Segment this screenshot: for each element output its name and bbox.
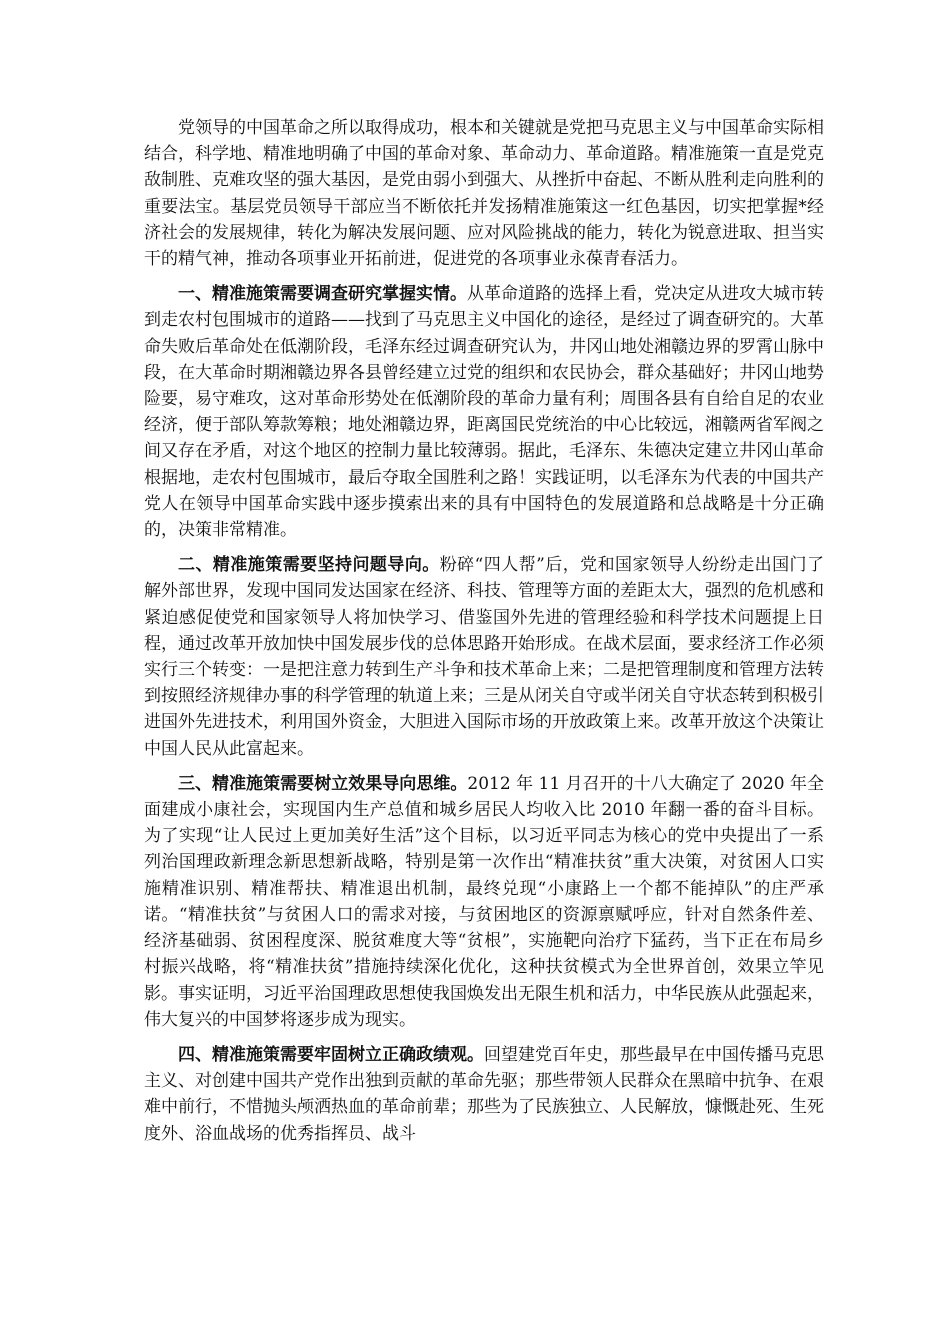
section-1-heading: 一、精准施策需要调查研究掌握实情。 xyxy=(178,284,467,305)
section-2-paragraph xyxy=(144,552,824,762)
section-3-paragraph xyxy=(144,771,824,1033)
section-4-body: 回望建党百年史，那些最早在中国传播马克思主义、对创建中国共产党作出独到贡献的革命先驱；那些带领人民群众在黑暗中抗争、在艰难中前行，不惜抛头颅洒热血的革命前辈；那些为了民族独立、人民解放，慷慨赴死、生死度外、浴血战场的优秀指挥员、战斗 xyxy=(144,1044,824,1144)
section-4-paragraph xyxy=(144,1042,824,1147)
section-3-body: 2012 年 11 月召开的十八大确定了 2020 年全面建成小康社会，实现国内生产总值和城乡居民人均收入比 2010 年翻一番的奋斗目标。为了实现“让人民过上更加美好生活”这个目标，以习近平同志为核心的党中央提出了一系列治国理政新理念新思想新战略，特别是第一次作出“精准扶贫”重大决策，对贫困人口实施精准识别、精准帮扶、精准退出机制，最终兑现“小康路上一个都不能掉队”的庄严承诺。“精准扶贫”与贫困人口的需求对接，与贫困地区的资源禀赋呼应，针对自然条件差、经济基础弱、贫困程度深、脱贫难度大等“贫根”，实施靶向治疗下猛药，当下正在布局乡村振兴战略，将“精准扶贫”措施持续深化优化，这种扶贫模式为全世界首创，效果立竿见影。事实证明，习近平治国理政思想使我国焕发出无限生机和活力，中华民族从此强起来，伟大复兴的中国梦将逐步成为现实。 xyxy=(144,773,824,1030)
section-2-heading: 二、精准施策需要坚持问题导向。 xyxy=(178,555,440,576)
section-2-body: 粉碎“四人帮”后，党和国家领导人纷纷走出国门了解外部世界，发现中国同发达国家在经济、科技、管理等方面的差距太大，强烈的危机感和紧迫感促使党和国家领导人将加快学习、借鉴国外先进的管理经验和科学技术问题提上日程，通过改革开放加快中国发展步伐的总体思路开始形成。在战术层面，要求经济工作必须实行三个转变：一是把注意力转到生产斗争和技术革命上来；二是把管理制度和管理方法转到按照经济规律办事的科学管理的轨道上来；三是从闭关自守或半闭关自守状态转到积极引进国外先进技术，利用国外资金，大胆进入国际市场的开放政策上来。改革开放这个决策让中国人民从此富起来。 xyxy=(144,555,824,759)
section-1-body: 从革命道路的选择上看，党决定从进攻大城市转到走农村包围城市的道路——找到了马克思主义中国化的途径，是经过了调查研究的。大革命失败后革命处在低潮阶段，毛泽东经过调查研究认为，井冈山地处湘赣边界的罗霄山脉中段，在大革命时期湘赣边界各县曾经建立过党的组织和农民协会，群众基础好；井冈山地势险要，易守难攻，这对革命形势处在低潮阶段的革命力量有利；周围各县有自给自足的农业经济，便于部队筹款筹粮；地处湘赣边界，距离国民党统治的中心比较远，湘赣两省军阀之间又存在矛盾，对这个地区的控制力量比较薄弱。据此，毛泽东、朱德决定建立井冈山革命根据地，走农村包围城市，最后夺取全国胜利之路！实践证明，以毛泽东为代表的中国共产党人在领导中国革命实践中逐步摸索出来的具有中国特色的发展道路和总战略是十分正确的，决策非常精准。 xyxy=(144,284,824,541)
intro-paragraph xyxy=(144,115,824,272)
section-1-paragraph xyxy=(144,281,824,543)
paragraph-body: 党领导的中国革命之所以取得成功，根本和关键就是党把马克思主义与中国革命实际相结合，科学地、精准地明确了中国的革命对象、革命动力、革命道路。精准施策一直是党克敌制胜、克难攻坚的强大基因，是党由弱小到强大、从挫折中奋起、不断从胜利走向胜利的重要法宝。基层党员领导干部应当不断依托并发扬精准施策这一红色基因，切实把掌握*经济社会的发展规律，转化为解决发展问题、应对风险挑战的能力，转化为锐意进取、担当实干的精气神，推动各项事业开拓前进，促进党的各项事业永葆青春活力。 xyxy=(144,118,824,270)
section-4-heading: 四、精准施策需要牢固树立正确政绩观。 xyxy=(178,1044,484,1065)
document-page xyxy=(144,115,824,1156)
section-3-heading: 三、精准施策需要树立效果导向思维。 xyxy=(178,773,468,794)
